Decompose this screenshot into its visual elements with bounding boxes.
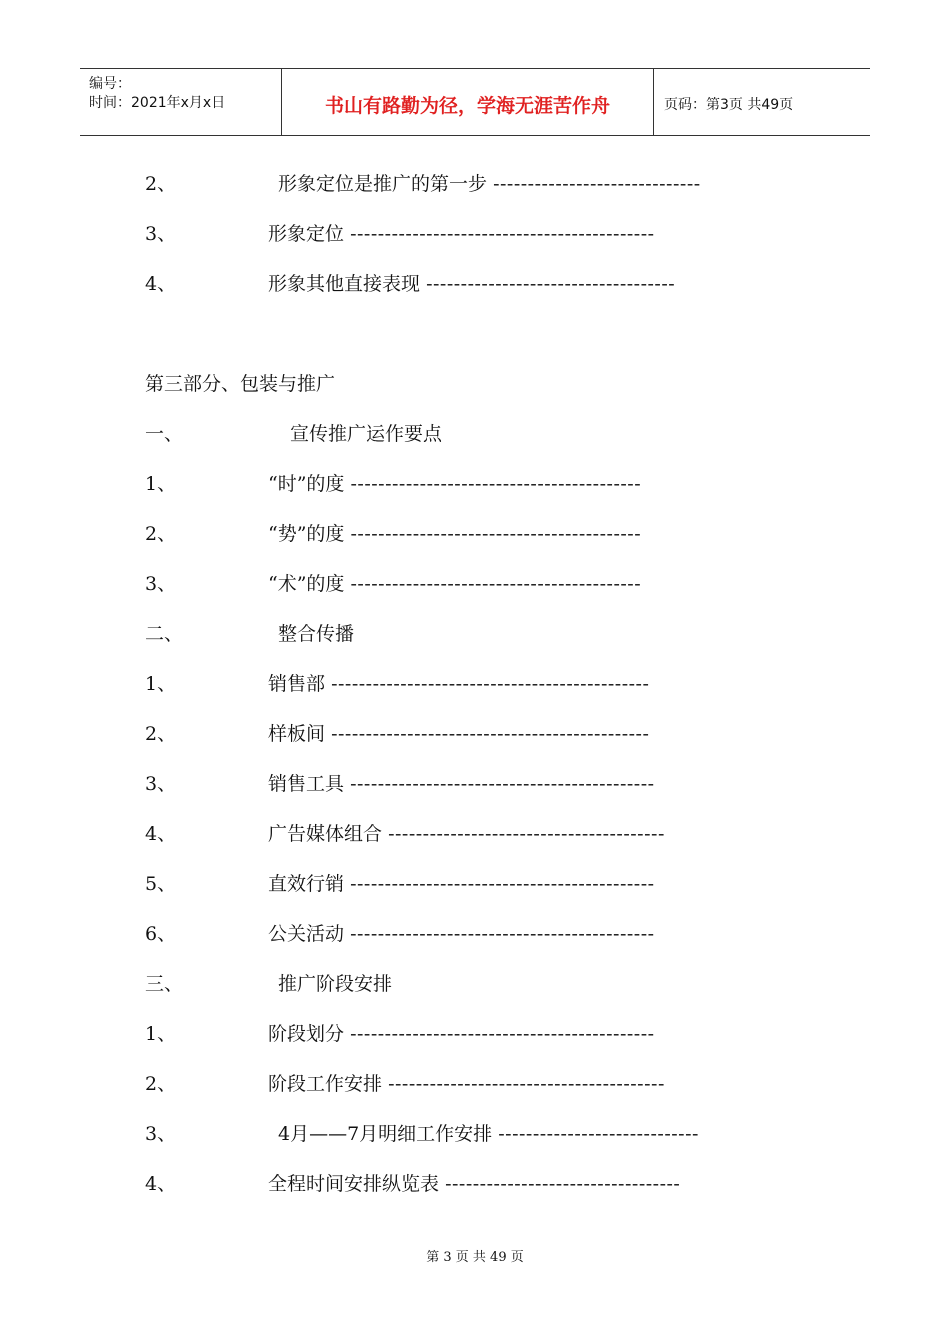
toc-text: 形象定位 <box>268 223 345 245</box>
toc-leader-dots: ------------------------------------------ <box>350 573 642 595</box>
toc-leader-dots: ------------------------------ <box>493 173 701 195</box>
toc-number: 1、 <box>145 473 177 495</box>
toc-text: 4月——7月明细工作安排 <box>278 1123 493 1145</box>
toc-number: 3、 <box>145 1123 177 1145</box>
toc-text: “时”的度 <box>268 473 345 495</box>
toc-number: 二、 <box>145 623 184 645</box>
page-footer: 第 3 页 共 49 页 <box>426 1250 524 1265</box>
toc-text: 推广阶段安排 <box>278 973 393 995</box>
toc-number: 2、 <box>145 173 177 195</box>
toc-leader-dots: ---------------------------------------- <box>388 1073 665 1095</box>
toc-number: 2、 <box>145 1073 177 1095</box>
toc-number: 一、 <box>145 423 184 445</box>
toc-leader-dots: -------------------------------------------- <box>350 923 655 945</box>
toc-text: 形象定位是推广的第一步 <box>278 173 488 195</box>
toc-leader-dots: ---------------------------------- <box>445 1173 681 1195</box>
toc-number: 2、 <box>145 723 177 745</box>
toc-number: 三、 <box>145 973 184 995</box>
toc-leader-dots: ------------------------------------ <box>426 273 676 295</box>
toc-text: 销售部 <box>268 673 326 695</box>
toc-text: 阶段工作安排 <box>268 1073 383 1095</box>
toc-text: 阶段划分 <box>268 1023 345 1045</box>
toc-number: 1、 <box>145 1023 177 1045</box>
toc-number: 4、 <box>145 823 177 845</box>
toc-text: 直效行销 <box>268 873 345 895</box>
toc-number: 6、 <box>145 923 177 945</box>
toc-text: 销售工具 <box>268 773 345 795</box>
toc-text: 广告媒体组合 <box>268 823 383 845</box>
toc-leader-dots: ------------------------------------------ <box>350 473 642 495</box>
toc-text: “术”的度 <box>268 573 345 595</box>
toc-leader-dots: -------------------------------------------- <box>350 773 655 795</box>
toc-text: 宣传推广运作要点 <box>290 423 443 445</box>
serial-label: 编号： <box>89 76 131 92</box>
toc-text: 样板间 <box>268 723 326 745</box>
toc-number: 4、 <box>145 273 177 295</box>
toc-leader-dots: ---------------------------------------------- <box>331 673 650 695</box>
toc-leader-dots: -------------------------------------------- <box>350 223 655 245</box>
toc-number: 2、 <box>145 523 177 545</box>
toc-text: 整合传播 <box>278 623 355 645</box>
toc-leader-dots: -------------------------------------------- <box>350 873 655 895</box>
toc-number: 5、 <box>145 873 177 895</box>
section-heading: 第三部分、包装与推广 <box>145 373 336 395</box>
toc-text: 公关活动 <box>268 923 345 945</box>
toc-number: 1、 <box>145 673 177 695</box>
toc-leader-dots: -------------------------------------------- <box>350 1023 655 1045</box>
toc-leader-dots: ----------------------------- <box>498 1123 699 1145</box>
date-label: 时间：2021年x月x日 <box>89 95 226 111</box>
toc-text: 形象其他直接表现 <box>268 273 421 295</box>
toc-number: 3、 <box>145 773 177 795</box>
toc-number: 4、 <box>145 1173 177 1195</box>
toc-number: 3、 <box>145 573 177 595</box>
header-page-info: 页码：第3页 共49页 <box>664 97 794 113</box>
header-motto: 书山有路勤为径，学海无涯苦作舟 <box>324 95 610 117</box>
header-right-cell <box>654 69 870 135</box>
toc-leader-dots: ---------------------------------------- <box>388 823 665 845</box>
toc-leader-dots: ------------------------------------------ <box>350 523 642 545</box>
toc-number: 3、 <box>145 223 177 245</box>
toc-text: “势”的度 <box>268 523 345 545</box>
page-header <box>80 68 870 136</box>
header-middle-cell <box>282 69 654 135</box>
toc-text: 全程时间安排纵览表 <box>268 1173 440 1195</box>
toc-leader-dots: ---------------------------------------------- <box>331 723 650 745</box>
header-left-cell <box>80 69 282 135</box>
